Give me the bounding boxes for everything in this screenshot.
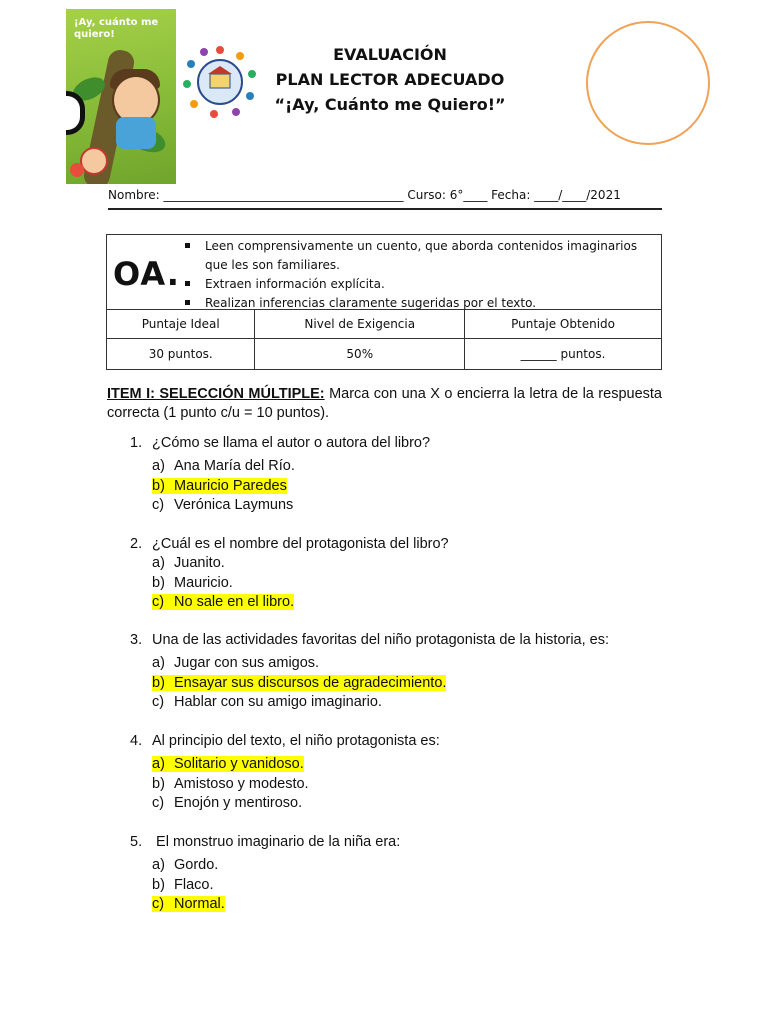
option-letter: b) bbox=[152, 876, 165, 893]
option-letter: c) bbox=[152, 896, 165, 912]
book-cover-title: ¡Ay, cuánto me quiero! bbox=[74, 17, 159, 40]
question-1 bbox=[130, 433, 670, 516]
question-text: Al principio del texto, el niño protagonista es: bbox=[152, 733, 440, 749]
objective-item: Leen comprensivamente un cuento, que aborda contenidos imaginarios que les son familiares. bbox=[185, 237, 655, 275]
options-list bbox=[152, 856, 670, 915]
option-text: Juanito. bbox=[174, 555, 225, 571]
option-letter: c) bbox=[152, 694, 165, 710]
option-letter: b) bbox=[152, 674, 165, 691]
option-text: Verónica Laymuns bbox=[174, 497, 294, 513]
option-c[interactable] bbox=[152, 693, 670, 713]
option-text: Amistoso y modesto. bbox=[174, 775, 309, 792]
option-text: Ana María del Río. bbox=[174, 458, 295, 474]
option-text: Jugar con sus amigos. bbox=[174, 655, 320, 671]
question-text: ¿Cómo se llama el autor o autora del libro? bbox=[152, 435, 431, 451]
option-letter: b) bbox=[152, 775, 165, 792]
oa-logo: OA. bbox=[113, 255, 180, 293]
value-nivel-exigencia: 50% bbox=[255, 339, 465, 370]
item-instructions-text: Marca con una X o encierra la letra de la respuesta correcta (1 punto c/u = 10 puntos). bbox=[107, 386, 662, 421]
question-number: 2. bbox=[130, 536, 143, 552]
option-text: Flaco. bbox=[174, 876, 214, 893]
question-3 bbox=[130, 630, 670, 713]
book-cover-image bbox=[66, 9, 176, 184]
option-letter: a) bbox=[152, 857, 165, 873]
option-text: Mauricio Paredes bbox=[174, 477, 287, 494]
cover-girl bbox=[80, 147, 108, 175]
question-4 bbox=[130, 731, 670, 814]
question-number: 5. bbox=[130, 834, 143, 850]
option-letter: b) bbox=[152, 574, 165, 591]
option-a[interactable] bbox=[152, 755, 670, 775]
objective-item: Realizan inferencias claramente sugeridas por el texto. bbox=[185, 294, 655, 313]
value-puntaje-obtenido: ______ puntos. bbox=[465, 339, 662, 370]
option-text: Ensayar sus discursos de agradecimiento. bbox=[174, 674, 447, 691]
question-text: El monstruo imaginario de la niña era: bbox=[152, 834, 401, 850]
header-puntaje-obtenido: Puntaje Obtenido bbox=[465, 310, 662, 339]
option-a[interactable] bbox=[152, 554, 670, 574]
option-c[interactable] bbox=[152, 593, 670, 613]
option-a[interactable] bbox=[152, 654, 670, 674]
options-list bbox=[152, 554, 670, 613]
option-text: Normal. bbox=[174, 896, 225, 912]
cover-boy-shirt bbox=[116, 117, 156, 149]
evaluation-title bbox=[270, 42, 510, 117]
value-puntaje-ideal: 30 puntos. bbox=[107, 339, 255, 370]
option-b[interactable] bbox=[152, 574, 670, 594]
option-letter: c) bbox=[152, 795, 165, 811]
option-letter: a) bbox=[152, 555, 165, 571]
option-letter: b) bbox=[152, 477, 165, 494]
question-number: 1. bbox=[130, 435, 143, 451]
option-b[interactable] bbox=[152, 674, 670, 694]
header-puntaje-ideal: Puntaje Ideal bbox=[107, 310, 255, 339]
student-info-line: Nombre: ________________________________________ Curso: 6°____ Fecha: ____/____/2021 bbox=[108, 188, 621, 202]
option-text: Gordo. bbox=[174, 857, 219, 873]
option-text: Solitario y vanidoso. bbox=[174, 756, 304, 772]
option-b[interactable] bbox=[152, 876, 670, 896]
option-text: No sale en el libro. bbox=[174, 594, 295, 610]
title-evaluacion: EVALUACIÓN bbox=[333, 45, 447, 64]
option-c[interactable] bbox=[152, 794, 670, 814]
question-text: Una de las actividades favoritas del niño protagonista de la historia, es: bbox=[152, 632, 610, 648]
objectives-table bbox=[106, 234, 662, 370]
title-plan-lector: PLAN LECTOR ADECUADO bbox=[275, 70, 505, 89]
option-text: Enojón y mentiroso. bbox=[174, 795, 303, 811]
school-seal-logo bbox=[182, 44, 258, 120]
header-nivel-exigencia: Nivel de Exigencia bbox=[255, 310, 465, 339]
title-book-name: “¡Ay, Cuánto me Quiero!” bbox=[274, 95, 506, 114]
cover-flower bbox=[70, 163, 84, 177]
question-number: 4. bbox=[130, 733, 143, 749]
option-text: Hablar con su amigo imaginario. bbox=[174, 694, 382, 710]
option-letter: a) bbox=[152, 655, 165, 671]
option-b[interactable] bbox=[152, 775, 670, 795]
options-list bbox=[152, 654, 670, 713]
option-a[interactable] bbox=[152, 856, 670, 876]
option-text: Mauricio. bbox=[174, 574, 233, 591]
objectives-cell bbox=[107, 235, 662, 310]
objective-item: Extraen información explícita. bbox=[185, 275, 655, 294]
question-text: ¿Cuál es el nombre del protagonista del libro? bbox=[152, 536, 449, 552]
question-5 bbox=[130, 832, 670, 915]
divider bbox=[108, 208, 662, 210]
option-c[interactable] bbox=[152, 496, 670, 516]
option-c[interactable] bbox=[152, 895, 670, 915]
question-number: 3. bbox=[130, 632, 143, 648]
item-instructions bbox=[107, 385, 662, 423]
option-letter: c) bbox=[152, 497, 165, 513]
option-letter: a) bbox=[152, 458, 165, 474]
options-list bbox=[152, 457, 670, 516]
option-letter: a) bbox=[152, 756, 165, 772]
item-title: ITEM I: SELECCIÓN MÚLTIPLE: bbox=[107, 386, 325, 402]
objectives-list bbox=[185, 237, 655, 313]
option-a[interactable] bbox=[152, 457, 670, 477]
options-list bbox=[152, 755, 670, 814]
question-2 bbox=[130, 534, 670, 613]
option-b[interactable] bbox=[152, 477, 670, 497]
grade-circle bbox=[586, 21, 710, 145]
option-letter: c) bbox=[152, 594, 165, 610]
